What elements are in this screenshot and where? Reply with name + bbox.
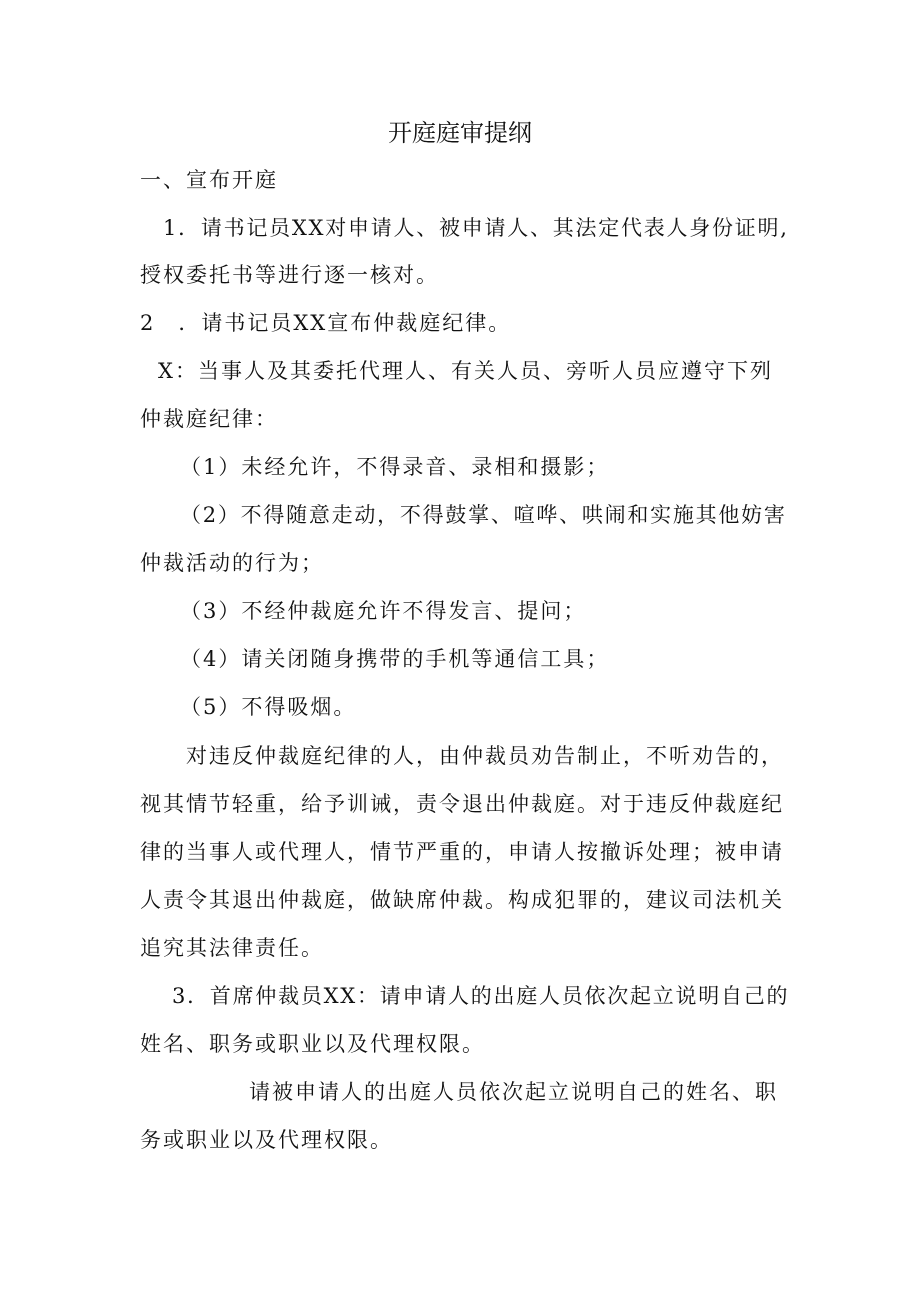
paragraph-line: X：当事人及其委托代理人、有关人员、旁听人员应遵守下列	[158, 359, 773, 383]
paragraph-line: 授权委托书等进行逐一核对。	[140, 263, 439, 287]
paragraph-line: 律的当事人或代理人，情节严重的，申请人按撤诉处理；被申请	[140, 840, 784, 864]
paragraph-line: 仲裁庭纪律：	[140, 407, 278, 431]
paragraph-line: 追究其法律责任。	[140, 936, 324, 960]
list-item: （1）未经允许，不得录音、录相和摄影；	[180, 455, 610, 479]
section-heading: 一、宣布开庭	[140, 168, 278, 192]
paragraph-line: 仲裁活动的行为；	[140, 551, 324, 575]
list-item: （4）请关闭随身携带的手机等通信工具；	[180, 647, 610, 671]
paragraph-line: 姓名、职务或职业以及代理权限。	[140, 1032, 485, 1056]
paragraph-line: 人责令其退出仲裁庭，做缺席仲裁。构成犯罪的，建议司法机关	[140, 888, 784, 912]
list-item: （3）不经仲裁庭允许不得发言、提问；	[180, 599, 587, 623]
paragraph-line: 请被申请人的出庭人员依次起立说明自己的姓名、职	[249, 1080, 778, 1104]
list-item: （5）不得吸烟。	[180, 695, 357, 719]
list-item: （2）不得随意走动，不得鼓掌、喧哗、哄闹和实施其他妨害	[180, 503, 787, 527]
paragraph-line: 视其情节轻重，给予训诫，责令退出仲裁庭。对于违反仲裁庭纪	[140, 792, 784, 816]
document-title: 开庭庭审提纲	[388, 119, 532, 147]
paragraph-line: 务或职业以及代理权限。	[140, 1128, 393, 1152]
paragraph-line: 1．请书记员XX对申请人、被申请人、其法定代表人身份证明,	[163, 216, 789, 240]
paragraph-line: 对违反仲裁庭纪律的人，由仲裁员劝告制止，不听劝告的，	[186, 744, 784, 768]
paragraph-line: 3．首席仲裁员XX：请申请人的出庭人员依次起立说明自己的	[172, 984, 790, 1008]
paragraph-line: 2 ．请书记员XX宣布仲裁庭纪律。	[140, 311, 512, 335]
